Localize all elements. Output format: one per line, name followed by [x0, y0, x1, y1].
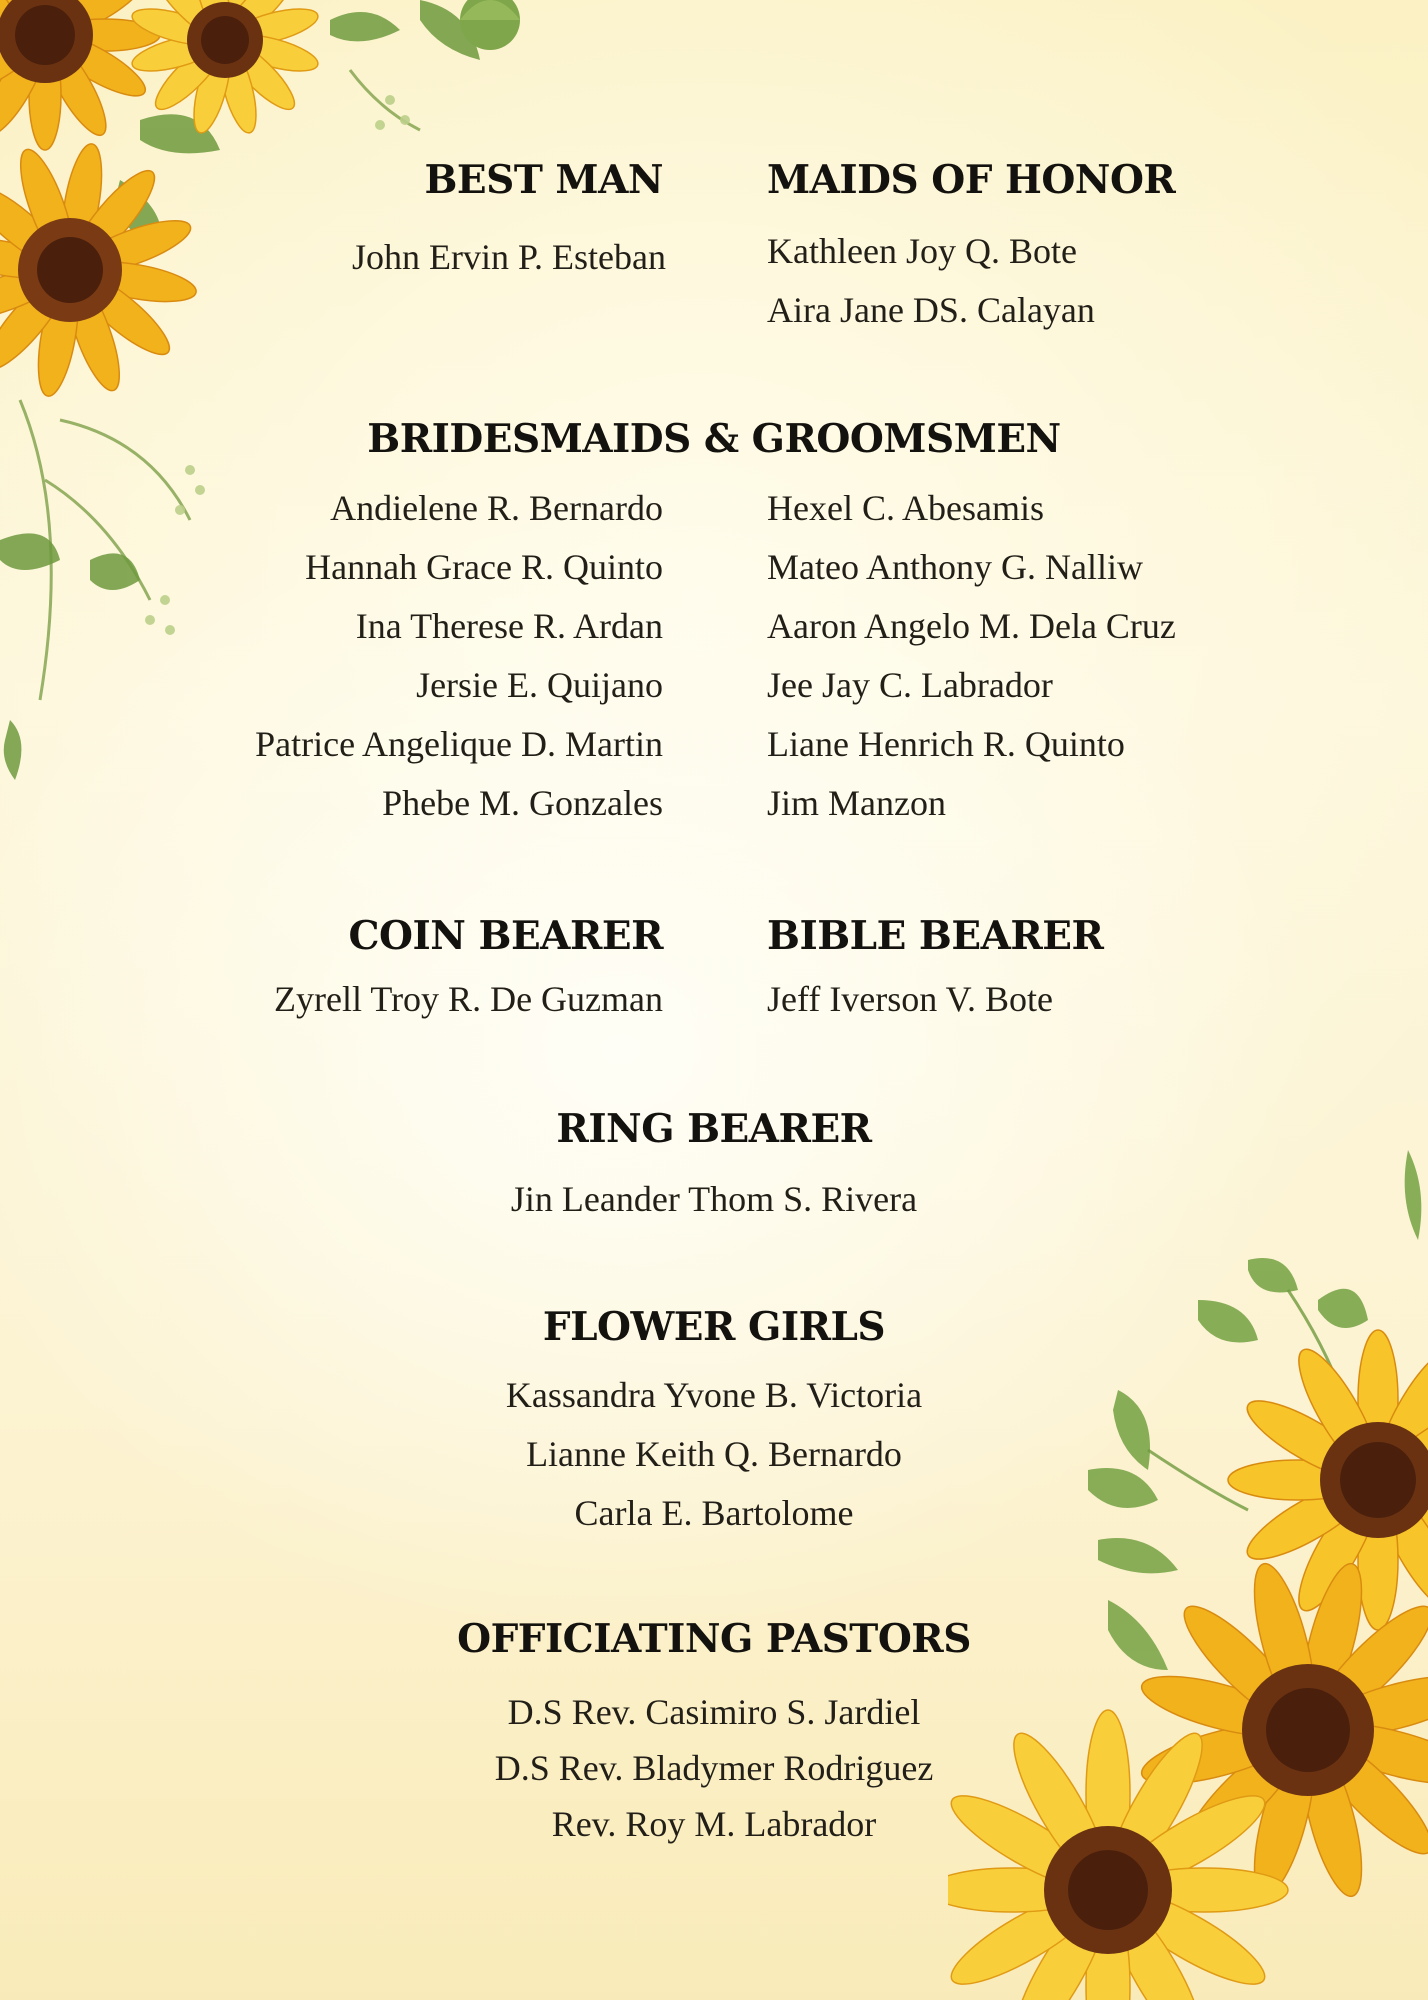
list-item: Jin Leander Thom S. Rivera — [510, 1179, 918, 1219]
list-item: Ina Therese R. Ardan — [355, 606, 663, 646]
list-item: Lianne Keith Q. Bernardo — [526, 1434, 902, 1474]
bible-bearer-list — [767, 981, 1053, 1017]
list-item: Zyrell Troy R. De Guzman — [274, 979, 663, 1019]
list-item: Mateo Anthony G. Nalliw — [767, 547, 1143, 587]
bible-bearer-heading: BIBLE BEARER — [767, 913, 1104, 959]
bridesmaids-groomsmen-heading: BRIDESMAIDS & GROOMSMEN — [367, 416, 1061, 462]
list-item: Aira Jane DS. Calayan — [767, 290, 1095, 330]
list-item: Aaron Angelo M. Dela Cruz — [767, 606, 1176, 646]
flower-girls-list — [0, 1377, 1428, 1531]
sunflower-bouquet-bottom-right-icon — [948, 1150, 1428, 2000]
list-item: John Ervin P. Esteban — [352, 237, 666, 277]
maids-of-honor-heading: MAIDS OF HONOR — [767, 157, 1176, 203]
list-item: D.S Rev. Casimiro S. Jardiel — [507, 1692, 921, 1732]
list-item: Kassandra Yvone B. Victoria — [505, 1375, 923, 1415]
best-man-list — [352, 239, 666, 275]
list-item: Phebe M. Gonzales — [382, 783, 663, 823]
officiating-pastors-heading: OFFICIATING PASTORS — [457, 1616, 971, 1662]
list-item: Carla E. Bartolome — [574, 1493, 854, 1533]
list-item: Rev. Roy M. Labrador — [551, 1804, 877, 1844]
flower-girls-heading: FLOWER GIRLS — [542, 1304, 886, 1350]
list-item: D.S Rev. Bladymer Rodriguez — [494, 1748, 934, 1788]
list-item: Hexel C. Abesamis — [767, 488, 1044, 528]
list-item: Patrice Angelique D. Martin — [255, 724, 663, 764]
list-item: Jeff Iverson V. Bote — [767, 979, 1053, 1019]
list-item: Jim Manzon — [767, 783, 946, 823]
list-item: Liane Henrich R. Quinto — [767, 724, 1125, 764]
maids-of-honor-list — [767, 233, 1095, 328]
list-item: Kathleen Joy Q. Bote — [767, 231, 1077, 271]
officiating-pastors-list — [0, 1694, 1428, 1842]
groomsmen-list — [767, 490, 1176, 821]
ring-bearer-heading: RING BEARER — [556, 1106, 872, 1152]
best-man-heading: BEST MAN — [424, 157, 663, 203]
list-item: Andielene R. Bernardo — [330, 488, 663, 528]
coin-bearer-list — [274, 981, 663, 1017]
list-item: Jee Jay C. Labrador — [767, 665, 1053, 705]
list-item: Hannah Grace R. Quinto — [305, 547, 663, 587]
bridesmaids-list — [255, 490, 663, 821]
ring-bearer-list — [0, 1181, 1428, 1217]
coin-bearer-heading: COIN BEARER — [348, 913, 663, 959]
list-item: Jersie E. Quijano — [416, 665, 663, 705]
